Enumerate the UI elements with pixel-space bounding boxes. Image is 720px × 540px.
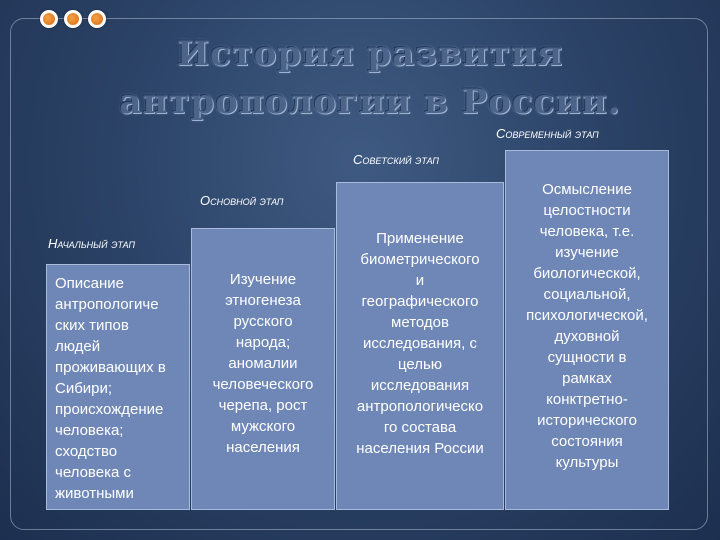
stage-label-soviet: Советский этап [353, 152, 439, 167]
stage-label-initial: Начальный этап [48, 236, 135, 251]
stage-text-modern: Осмысление целостности человека, т.е. изучение биологической, социальной, психологической, духовной сущности в рамках конктретно- исторического состояния культуры [526, 181, 648, 471]
stage-box-modern [505, 150, 669, 510]
stage-text-initial: Описание антропологиче ских типов людей проживающих в Сибири; происхождение человека; сходство человека с животными [55, 275, 166, 502]
orange-dot-icon [88, 10, 106, 28]
stage-label-modern: Современный этап [496, 126, 599, 141]
stage-text-soviet: Применение биометрического и географического методов исследования, с целью исследования антропологическо го состава населения России [356, 230, 484, 457]
stage-box-initial [46, 264, 190, 510]
stage-box-soviet [336, 182, 504, 510]
page-title: История развития антропологии в России. [119, 34, 621, 122]
stage-box-main [191, 228, 335, 510]
stage-label-main: Основной этап [200, 193, 284, 208]
decorative-dots [40, 10, 106, 28]
stage-text-main: Изучение этногенеза русского народа; аномалии человеческого черепа, рост мужского населения [212, 271, 314, 456]
orange-dot-icon [40, 10, 58, 28]
orange-dot-icon [64, 10, 82, 28]
